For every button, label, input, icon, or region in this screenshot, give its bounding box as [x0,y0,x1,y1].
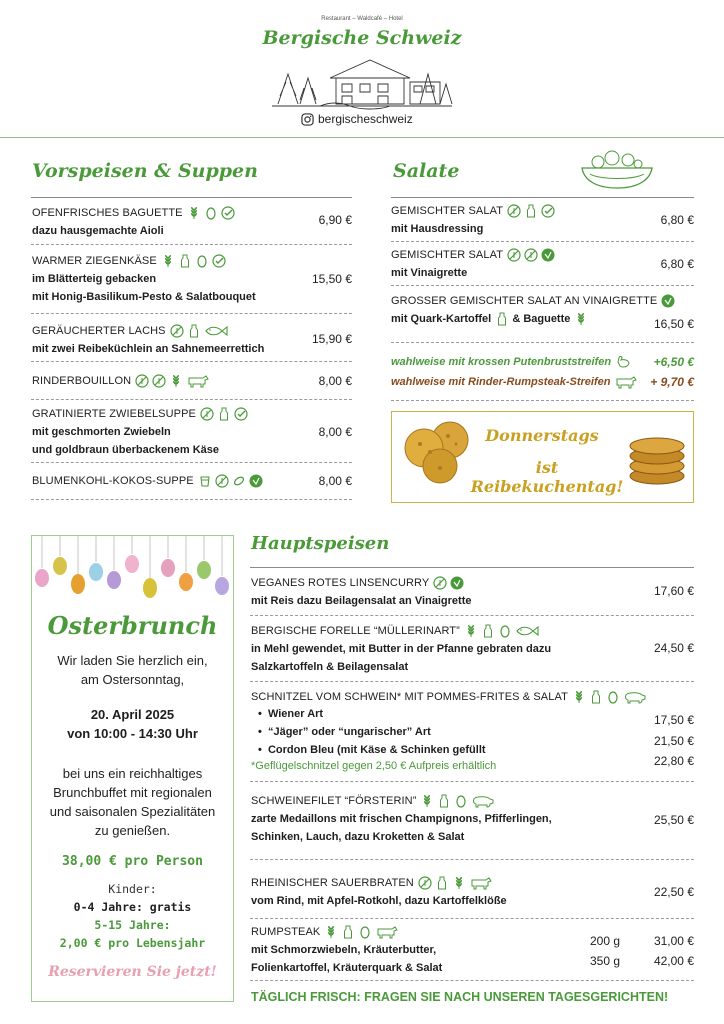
option-label: Cordon Bleu (mit Käse & Schinken gefüllt [267,744,486,756]
banner-line-1: Donnerstags [485,426,599,445]
rumpsteak-weight: 350 g [589,954,620,968]
allergen-icons [574,312,588,326]
reibekuchen-banner [391,411,694,503]
easter-body-line: Brunchbuffet mit regionalen [53,785,212,800]
main-price-trout: 24,50 € [653,641,694,655]
starter-price-cauliflower-soup: 8,00 € [318,474,352,488]
divider [391,400,694,401]
no-gluten-icon [200,407,214,421]
beef-icon [469,876,493,890]
easter-body [31,764,234,840]
milk-icon [495,312,509,326]
allergen-icons [420,794,495,808]
no-gluten-icon [170,324,184,338]
divider [31,399,352,400]
easter-eggs-decoration [32,536,233,608]
allergen-icons [187,206,235,220]
no-gluten-icon [433,576,447,590]
allergen-icons [200,407,248,421]
schnitzel-price: 17,50 € [653,713,694,727]
item-desc: mit Vinaigrette [391,267,468,279]
no-gluten-icon [507,248,521,262]
starter-item-salmon [32,322,264,358]
item-desc: Schinken, Lauch, dazu Kroketten & Salat [251,831,465,843]
milk-icon [178,254,192,268]
item-name: GEMISCHTER SALAT [391,249,504,261]
celery-icon [452,876,466,890]
beef-icon [186,374,210,388]
divider [250,980,694,981]
item-desc: mit Schmorzwiebeln, Kräuterbutter, [251,944,437,956]
starter-price-baguette: 6,90 € [318,213,352,227]
item-desc: mit Quark-Kartoffel [391,313,492,325]
celery-icon [169,374,183,388]
egg-icon [358,925,372,939]
salad-bowl-icon [578,148,656,190]
no-milk-icon [152,374,166,388]
item-desc: Folienkartoffel, Kräuterquark & Salat [251,962,443,974]
salad-price-large: 16,50 € [653,317,694,331]
item-desc: dazu hausgemachte Aioli [32,225,164,237]
main-item-trout [251,622,551,676]
no-milk-icon [524,248,538,262]
item-name: OFENFRISCHES BAGUETTE [32,207,183,219]
easter-intro-line: am Ostersonntag, [80,672,185,687]
main-item-schnitzel [251,688,647,706]
allergen-icons [198,474,263,488]
salad-item-vinaigrette [391,246,555,282]
instagram-icon [301,113,314,126]
fish-icon [204,324,228,338]
starter-price-goat-cheese: 15,50 € [311,272,352,286]
rumpsteak-weights [560,931,620,971]
vegan-icon [249,474,263,488]
salad-extra-rumpsteak-price: + 9,70 € [650,375,694,389]
easter-body-line: bei uns ein reichhaltiges [62,766,203,781]
salads-heading-rule [391,197,694,198]
kids-range: 5-15 Jahre: [94,918,171,932]
extra-label: wahlweise mit krossen Putenbruststreifen [391,356,612,368]
option-label: “Jäger” oder “ungarischer” Art [267,726,431,738]
egg-icon [606,690,620,704]
banner-line-2: ist Reibekuchentag! [470,458,624,496]
mains-heading: Hauptspeisen [251,533,390,554]
starter-price-bouillon: 8,00 € [318,374,352,388]
instagram-handle: bergischeschweiz [318,112,413,126]
instagram-row[interactable] [301,111,413,127]
lodge-illustration [270,54,454,110]
divider [31,361,352,362]
vegan-icon [661,294,675,308]
easter-date: 20. April 2025 [90,707,175,722]
easter-reserve-cta[interactable]: Reservieren Sie jetzt! [48,964,217,980]
salad-extra-turkey [391,353,631,371]
item-desc: vom Rind, mit Apfel-Rotkohl, dazu Kartoffelklöße [251,895,507,907]
allergen-icons [507,248,555,262]
milk-icon [589,690,603,704]
egg-icon [454,794,468,808]
schnitzel-prices [624,710,694,772]
starter-item-bouillon [32,372,210,390]
pancake-stack-image [628,424,686,488]
item-name: BERGISCHE FORELLE “MÜLLERINART” [251,625,460,637]
brand-logo-text: Bergische Schweiz [262,27,462,49]
gluten-icon [187,206,201,220]
main-item-lentil-curry [251,574,471,610]
divider [391,342,694,343]
divider [250,615,694,616]
item-name: SCHWEINEFILET “FÖRSTERIN” [251,795,417,807]
fish-icon [515,624,539,638]
easter-price: 38,00 € pro Person [62,854,203,869]
easter-body-line: und saisonalen Spezialitäten [49,804,216,819]
divider [31,499,352,500]
main-item-sauerbraten [251,874,507,910]
vegan-icon [450,576,464,590]
easter-body-line: zu genießen. [94,823,171,838]
main-item-rumpsteak [251,923,442,977]
allergen-icons [507,204,555,218]
item-desc: Salzkartoffeln & Beilagensalat [251,661,409,673]
schnitzel-price: 22,80 € [653,754,694,768]
milk-icon [524,204,538,218]
milk-icon [481,624,495,638]
divider [250,681,694,682]
item-name: RUMPSTEAK [251,926,321,938]
starter-item-onion-soup [32,405,248,459]
nut-icon [232,474,246,488]
gluten-icon [161,254,175,268]
salad-item-house [391,202,555,238]
main-price-sauerbraten: 22,50 € [653,885,694,899]
item-desc: mit zwei Reibeküchlein an Sahnemeerrettich [32,343,265,355]
item-desc: mit Hausdressing [391,223,484,235]
vegetarian-check-icon [212,254,226,268]
schnitzel-options [258,705,486,759]
salad-extra-turkey-price: +6,50 € [653,355,694,369]
milk-icon [187,324,201,338]
gluten-icon [324,925,338,939]
restaurant-tagline: Restaurant – Waldcafé – Hotel [321,16,403,22]
milk-icon [435,876,449,890]
allergen-icons [170,324,228,338]
easter-time: von 10:00 - 14:30 Uhr [67,726,198,741]
rumpsteak-prices [624,931,694,971]
gluten-icon [574,312,588,326]
item-name: RINDERBOUILLON [32,375,132,387]
gluten-icon [572,690,586,704]
egg-icon [204,206,218,220]
egg-icon [498,624,512,638]
item-name: GEMISCHTER SALAT [391,205,504,217]
divider [391,241,694,242]
easter-intro [31,651,234,689]
cup-icon [198,474,212,488]
allergen-icons [495,312,509,326]
schnitzel-price: 21,50 € [653,733,694,748]
item-name: BLUMENKOHL-KOKOS-SUPPE [32,475,194,487]
easter-intro-line: Wir laden Sie herzlich ein, [57,653,208,668]
item-name: GERÄUCHERTER LACHS [32,325,166,337]
extra-label: wahlweise mit Rinder-Rumpsteak-Streifen [391,376,611,388]
starter-price-salmon: 15,90 € [311,332,352,346]
vegetarian-check-icon [221,206,235,220]
salads-heading: Salate [393,160,460,182]
item-desc: und goldbraun überbackenem Käse [32,444,220,456]
starter-item-baguette [32,204,235,240]
item-name: VEGANES ROTES LINSENCURRY [251,577,430,589]
no-gluten-icon [215,474,229,488]
rumpsteak-price: 42,00 € [653,954,694,968]
kids-free: 0-4 Jahre: gratis [73,900,192,914]
item-name: GROSSER GEMISCHTER SALAT AN VINAIGRETTE [391,295,658,307]
vegan-icon [541,248,555,262]
kids-price: 2,00 € pro Lebensjahr [59,936,206,950]
salad-price-vinaigrette: 6,80 € [660,257,694,271]
main-item-pork-fillet [251,792,552,846]
gluten-icon [420,794,434,808]
item-desc: & Baguette [512,313,571,325]
starters-heading: Vorspeisen & Suppen [32,160,258,182]
allergen-icons [161,254,226,268]
item-desc: im Blätterteig gebacken [32,273,157,285]
no-gluten-icon [507,204,521,218]
pork-icon [623,690,647,704]
option-label: Wiener Art [267,708,324,720]
beef-icon [375,925,399,939]
easter-kids [31,880,234,952]
schnitzel-option: • “Jäger” oder “ungarischer” Art [258,726,431,738]
item-name: WARMER ZIEGENKÄSE [32,255,157,267]
starter-item-goat-cheese [32,252,256,306]
rumpsteak-weight: 200 g [589,934,620,948]
divider [391,285,694,286]
divider [250,781,694,782]
item-desc: zarte Medaillons mit frischen Champignons, Pfifferlingen, [251,813,552,825]
allergen-icons [418,876,493,890]
salad-price-house: 6,80 € [660,213,694,227]
allergen-icons [135,374,210,388]
allergen-icons [464,624,539,638]
main-price-lentil-curry: 17,60 € [653,584,694,598]
starter-item-cauliflower-soup [32,472,263,490]
daily-specials-footer: TÄGLICH FRISCH: FRAGEN SIE NACH UNSEREN TAGESGERICHTEN! [251,990,669,1004]
rumpsteak-price: 31,00 € [653,934,694,948]
divider [250,918,694,919]
item-desc: in Mehl gewendet, mit Butter in der Pfanne gebraten dazu [251,643,552,655]
salad-extra-rumpsteak [391,373,638,391]
divider [31,244,352,245]
schnitzel-option: • Cordon Bleu (mit Käse & Schinken gefüllt [258,744,486,756]
main-price-pork-fillet: 25,50 € [653,813,694,827]
milk-icon [437,794,451,808]
item-name: GRATINIERTE ZWIEBELSUPPE [32,408,196,420]
mains-heading-rule [250,567,694,568]
divider [31,313,352,314]
pork-icon [471,794,495,808]
allergen-icons [433,576,464,590]
gluten-icon [464,624,478,638]
kids-label: Kinder: [108,882,157,896]
no-gluten-icon [418,876,432,890]
item-desc: mit geschmorten Zwiebeln [32,426,171,438]
allergen-icons [572,690,647,704]
item-desc: mit Honig-Basilikum-Pesto & Salatbouquet [32,291,256,303]
starter-price-onion-soup: 8,00 € [318,425,352,439]
divider [250,859,694,860]
egg-icon [195,254,209,268]
allergen-icons [661,294,675,308]
easter-title: Osterbrunch [47,611,218,640]
vegetarian-check-icon [541,204,555,218]
divider [31,462,352,463]
item-name: SCHNITZEL VOM SCHWEIN* MIT POMMES-FRITES & SALAT [251,691,568,703]
no-gluten-icon [135,374,149,388]
allergen-icons [324,925,399,939]
schnitzel-option: • Wiener Art [258,708,324,720]
schnitzel-note: *Geflügelschnitzel gegen 2,50 € Aufpreis erhältlich [251,760,497,772]
starters-heading-rule [31,197,352,198]
milk-icon [217,407,231,421]
item-name: RHEINISCHER SAUERBRATEN [251,877,414,889]
vegetarian-check-icon [234,407,248,421]
item-desc: mit Reis dazu Beilagensalat an Vinaigrette [251,595,472,607]
milk-icon [341,925,355,939]
header-divider [0,137,724,138]
